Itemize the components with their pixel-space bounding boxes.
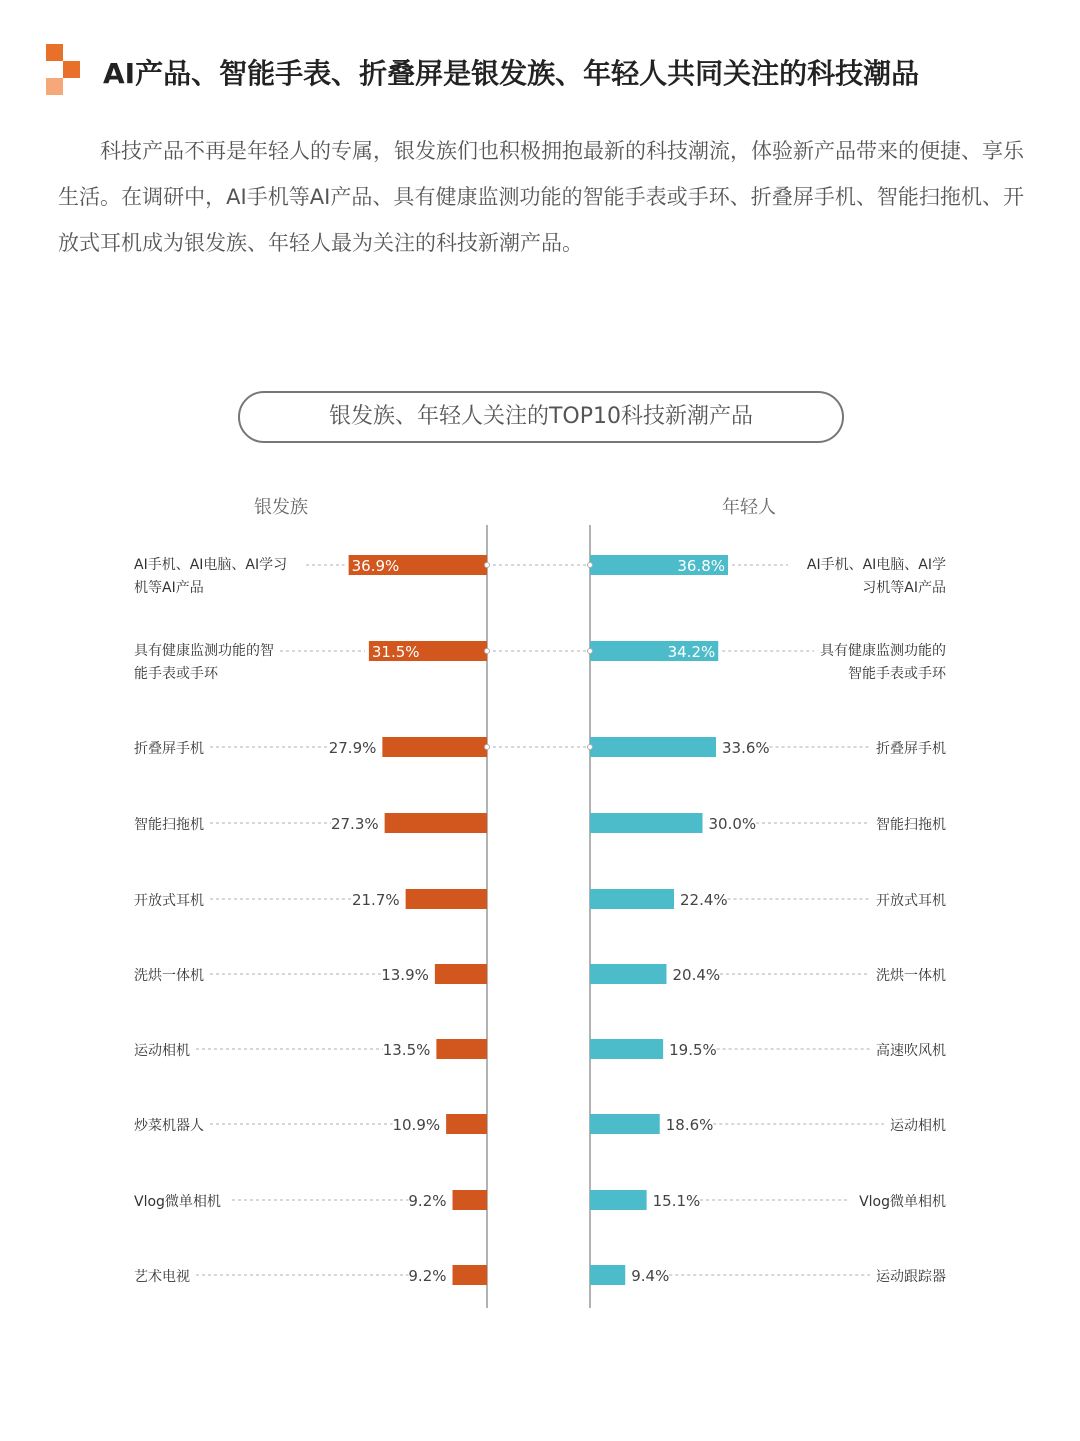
silver-category-label-8: 炒菜机器人	[134, 1118, 204, 1134]
silver-value-label-8: 10.9%	[392, 1116, 441, 1134]
young-bar-6	[590, 964, 667, 984]
silver-category-label-7: 运动相机	[134, 1043, 190, 1059]
silver-category-label-1-line1: AI手机、AI电脑、AI学习	[134, 557, 288, 573]
silver-category-label-2-line1: 具有健康监测功能的智	[134, 643, 274, 659]
silver-category-label-3: 折叠屏手机	[134, 741, 204, 757]
young-category-label-2-line1: 具有健康监测功能的	[820, 643, 946, 659]
young-bar-5	[590, 889, 674, 909]
silver-bar-5	[406, 889, 487, 909]
young-value-label-5: 22.4%	[680, 891, 728, 909]
young-category-label-7: 高速吹风机	[876, 1043, 946, 1059]
brand-logo-icon	[44, 44, 84, 98]
intro-paragraph: 科技产品不再是年轻人的专属，银发族们也积极拥抱最新的科技潮流，体验新产品带来的便捷、享乐生活。在调研中，AI手机等AI产品、具有健康监测功能的智能手表或手环、折叠屏手机、智能扫拖机、开放式耳机成为银发族、年轻人最为关注的科技新潮产品。	[58, 139, 1024, 255]
connector-dot-left-3	[485, 745, 490, 750]
connector-dot-left-2	[485, 649, 490, 654]
page-title: AI产品、智能手表、折叠屏是银发族、年轻人共同关注的科技潮品	[103, 57, 920, 90]
connector-dot-right-3	[588, 745, 593, 750]
logo-square-middle	[63, 61, 80, 78]
silver-value-label-10: 9.2%	[408, 1267, 447, 1285]
young-value-label-9: 15.1%	[652, 1192, 701, 1210]
chart-title: 银发族、年轻人关注的TOP10科技新潮产品	[238, 391, 844, 443]
young-category-label-2-line2: 智能手表或手环	[848, 666, 946, 682]
young-value-label-6: 20.4%	[672, 966, 721, 984]
logo-square-bottom	[46, 78, 63, 95]
silver-bar-3	[382, 737, 487, 757]
silver-value-label-5: 21.7%	[351, 891, 400, 909]
silver-category-label-6: 洗烘一体机	[134, 968, 204, 984]
young-category-label-5: 开放式耳机	[876, 893, 946, 909]
silver-category-label-4: 智能扫拖机	[134, 817, 204, 833]
silver-bar-8	[446, 1114, 487, 1134]
connector-dot-right-1	[588, 563, 593, 568]
comparison-bar-chart	[0, 520, 1080, 1320]
young-bar-4	[590, 813, 703, 833]
connector-dot-left-1	[485, 563, 490, 568]
young-value-label-8: 18.6%	[665, 1116, 714, 1134]
young-bar-10	[590, 1265, 625, 1285]
young-bar-7	[590, 1039, 663, 1059]
young-bar-9	[590, 1190, 647, 1210]
silver-category-label-9: Vlog微单相机	[134, 1194, 221, 1210]
silver-bar-4	[385, 813, 487, 833]
young-value-label-4: 30.0%	[708, 815, 757, 833]
silver-category-label-10: 艺术电视	[134, 1269, 190, 1285]
silver-bar-10	[453, 1265, 488, 1285]
young-category-label-3: 折叠屏手机	[876, 741, 946, 757]
silver-bar-7	[436, 1039, 487, 1059]
silver-value-label-7: 13.5%	[382, 1041, 431, 1059]
logo-square-top	[46, 44, 63, 61]
young-category-label-9: Vlog微单相机	[859, 1194, 946, 1210]
young-bar-8	[590, 1114, 660, 1134]
connector-dot-right-2	[588, 649, 593, 654]
silver-value-label-9: 9.2%	[408, 1192, 447, 1210]
silver-value-label-3: 27.9%	[328, 739, 377, 757]
silver-category-label-1-line2: 机等AI产品	[134, 580, 204, 596]
silver-bar-9	[453, 1190, 488, 1210]
silver-value-label-6: 13.9%	[381, 966, 429, 984]
silver-value-label-4: 27.3%	[330, 815, 379, 833]
young-value-label-3: 33.6%	[722, 739, 770, 757]
legend-silver: 银发族	[254, 497, 308, 518]
young-category-label-8: 运动相机	[890, 1118, 946, 1134]
young-category-label-10: 运动跟踪器	[876, 1269, 946, 1285]
young-value-label-10: 9.4%	[631, 1267, 670, 1285]
silver-bar-6	[435, 964, 487, 984]
silver-value-label-1: 36.9%	[351, 557, 400, 575]
young-category-label-4: 智能扫拖机	[876, 817, 946, 833]
legend-young: 年轻人	[722, 497, 776, 518]
silver-value-label-2: 31.5%	[371, 643, 420, 661]
young-value-label-7: 19.5%	[669, 1041, 717, 1059]
young-category-label-6: 洗烘一体机	[876, 968, 946, 984]
silver-category-label-5: 开放式耳机	[134, 893, 204, 909]
young-bar-3	[590, 737, 716, 757]
silver-category-label-2-line2: 能手表或手环	[134, 666, 218, 682]
young-category-label-1-line2: 习机等AI产品	[862, 580, 946, 596]
young-value-label-2: 34.2%	[667, 643, 716, 661]
young-value-label-1: 36.8%	[677, 557, 725, 575]
young-category-label-1-line1: AI手机、AI电脑、AI学	[806, 557, 946, 573]
